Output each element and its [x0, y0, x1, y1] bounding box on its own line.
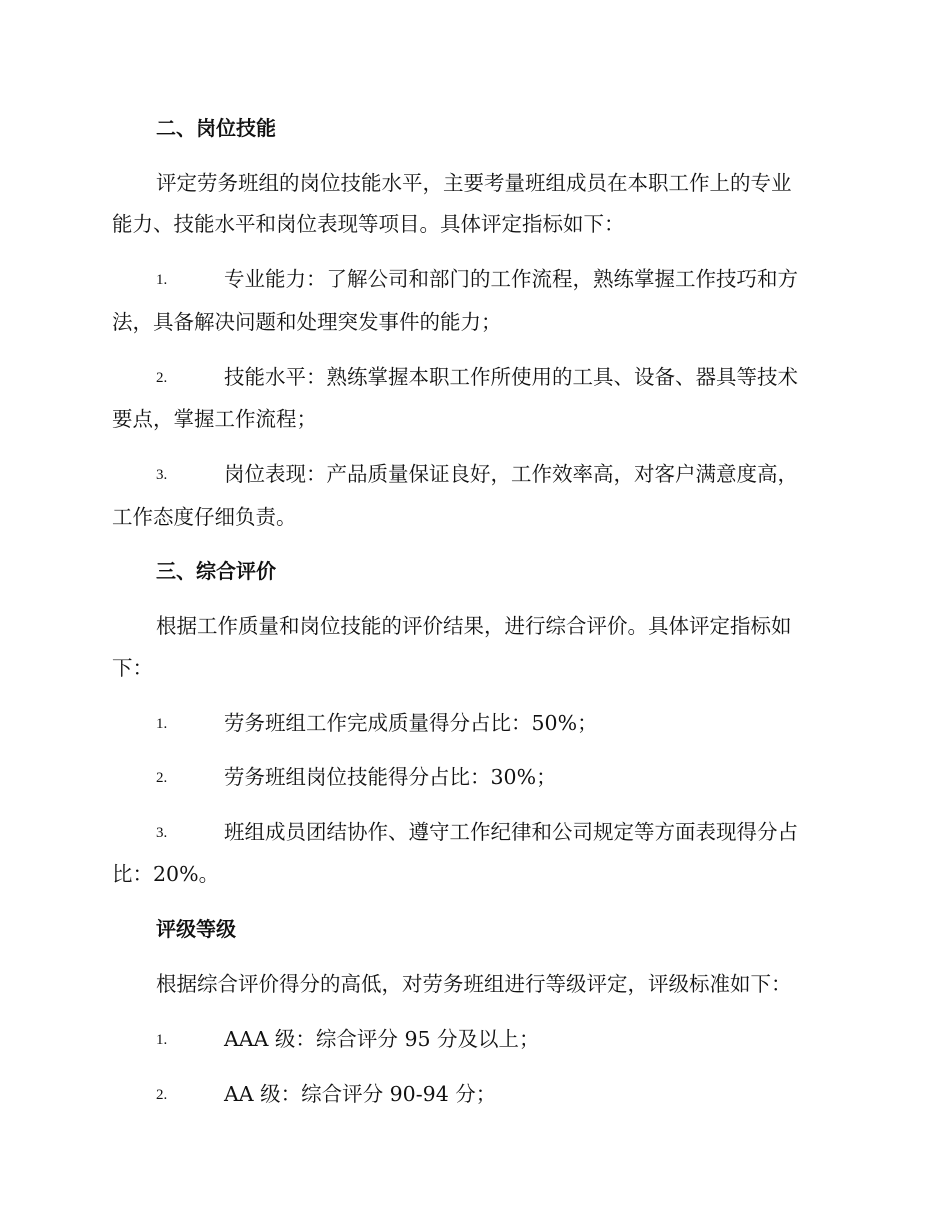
list-item-continuation: 比：20%。 [112, 862, 220, 886]
list-item-continuation: 工作态度仔细负责。 [112, 505, 297, 529]
section-heading-evaluation: 三、综合评价 [156, 559, 276, 583]
section-heading-rating: 评级等级 [156, 917, 236, 941]
list-item-text: 班组成员团结协作、遵守工作纪律和公司规定等方面表现得分占 [224, 820, 798, 844]
paragraph-line: 根据综合评价得分的高低，对劳务班组进行等级评定，评级标准如下： [156, 972, 792, 996]
list-number: 1. [156, 272, 168, 288]
list-number: 2. [156, 1087, 168, 1103]
list-item-text: 专业能力：了解公司和部门的工作流程，熟练掌握工作技巧和方 [224, 267, 798, 291]
list-number: 2. [156, 370, 168, 386]
list-item-text: 劳务班组工作完成质量得分占比：50%； [224, 711, 598, 735]
list-item-text: AA 级：综合评分 90-94 分； [224, 1082, 497, 1106]
section-heading-skills: 二、岗位技能 [156, 116, 276, 140]
list-item-text: 劳务班组岗位技能得分占比：30%； [224, 765, 557, 789]
list-item-text: 技能水平：熟练掌握本职工作所使用的工具、设备、器具等技术 [224, 365, 798, 389]
list-number: 1. [156, 1032, 168, 1048]
paragraph-line: 评定劳务班组的岗位技能水平，主要考量班组成员在本职工作上的专业 [156, 171, 792, 195]
paragraph-line: 下： [112, 656, 153, 680]
list-number: 1. [156, 716, 168, 732]
paragraph-line: 根据工作质量和岗位技能的评价结果，进行综合评价。具体评定指标如 [156, 614, 792, 638]
list-number: 3. [156, 825, 168, 841]
list-item-text: AAA 级：综合评分 95 分及以上； [224, 1027, 540, 1051]
paragraph-line: 能力、技能水平和岗位表现等项目。具体评定指标如下： [112, 212, 625, 236]
list-item-continuation: 法，具备解决问题和处理突发事件的能力； [112, 310, 502, 334]
list-item-continuation: 要点，掌握工作流程； [112, 407, 317, 431]
list-number: 2. [156, 770, 168, 786]
list-item-text: 岗位表现：产品质量保证良好，工作效率高，对客户满意度高， [224, 462, 798, 486]
list-number: 3. [156, 467, 168, 483]
